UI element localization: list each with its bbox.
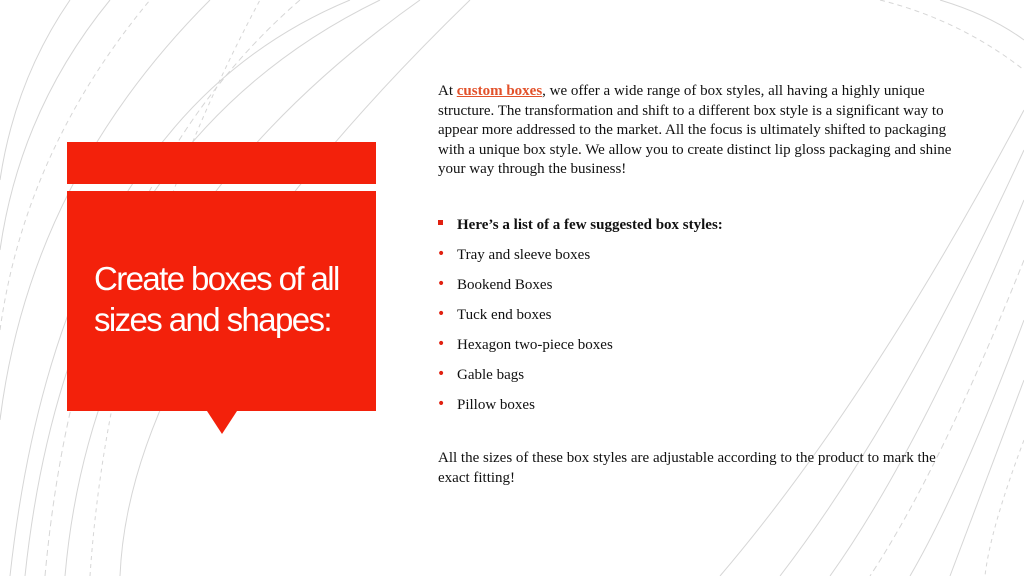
list-item: • Bookend Boxes (438, 275, 958, 305)
title-panel (67, 191, 376, 411)
custom-boxes-link[interactable]: custom boxes (456, 83, 543, 99)
closing-paragraph: All the sizes of these box styles are adjustable according to the product to mark the exact fitting! (438, 449, 936, 486)
content-area (438, 82, 958, 488)
panel-pointer (207, 411, 237, 434)
box-styles-list (438, 215, 958, 425)
list-item: • Pillow boxes (438, 395, 958, 425)
intro-prefix: At (438, 83, 457, 99)
list-item: • Tuck end boxes (438, 305, 958, 335)
list-item: • Hexagon two-piece boxes (438, 335, 958, 365)
intro-suffix: , we offer a wide range of box styles, all having a highly unique structure. The transformation and shift to a different box style is a significant way to appear more addressed to the market. All the focus is ultimately shifted to packaging with a unique box style. We allow you to create distinct lip gloss packaging and shine your way through the business! (438, 83, 952, 178)
accent-bar (67, 142, 376, 184)
list-item: • Gable bags (438, 365, 958, 395)
intro-paragraph (438, 82, 958, 180)
slide-title: Create boxes of all sizes and shapes: (94, 260, 339, 338)
list-heading: Here’s a list of a few suggested box styles: (438, 215, 958, 245)
list-item: • Tray and sleeve boxes (438, 245, 958, 275)
